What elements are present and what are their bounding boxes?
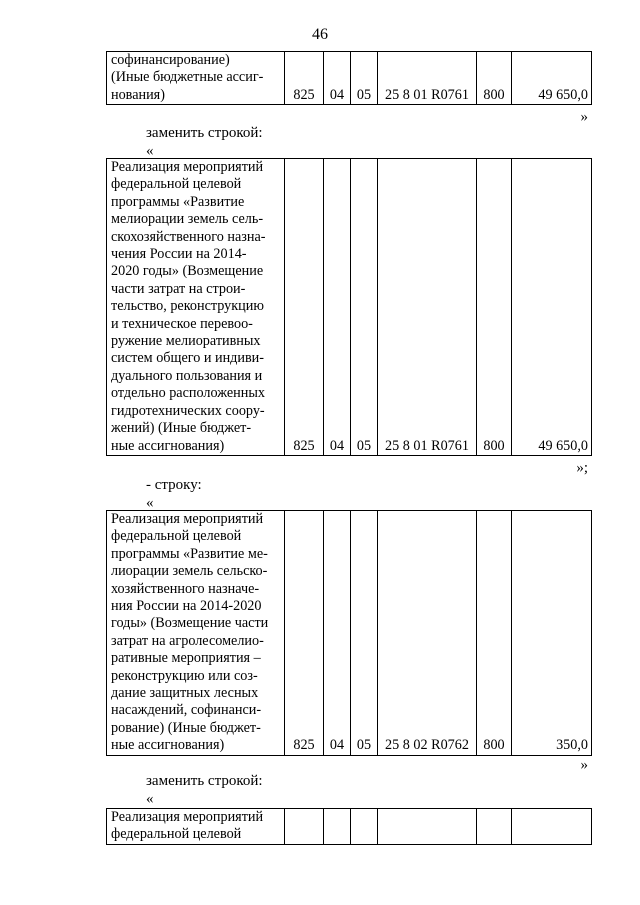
description-line: ративные мероприятия – <box>111 650 261 667</box>
replace-instruction: заменить строкой: <box>146 125 263 141</box>
section-code: 04 <box>324 52 351 105</box>
table-row <box>107 809 592 845</box>
section-code <box>324 809 351 845</box>
description-line: реконструкцию или соз- <box>111 667 258 684</box>
row-description <box>107 511 285 756</box>
description-line: Реализация мероприятий <box>111 511 264 527</box>
description-line: федеральной целевой <box>111 826 242 843</box>
description-line: нования) <box>111 86 165 103</box>
description-line: дуального пользования и <box>111 367 263 384</box>
table-row <box>107 511 592 756</box>
closing-quote: » <box>580 109 588 125</box>
table-row <box>107 52 592 105</box>
section-code: 04 <box>324 511 351 756</box>
ministry-code: 825 <box>285 52 324 105</box>
subsection-code: 05 <box>351 511 378 756</box>
description-line: скохозяйственного назна- <box>111 228 266 245</box>
row-label: - строку: <box>146 477 202 493</box>
amount: 49 650,0 <box>512 52 592 105</box>
description-line: систем общего и индиви- <box>111 350 265 367</box>
description-line: затрат на агролесомелио- <box>111 632 264 649</box>
description-line: жений) (Иные бюджет- <box>111 420 252 437</box>
closing-quote-semicolon: »; <box>576 460 588 476</box>
description-line: Реализация мероприятий <box>111 159 264 175</box>
ministry-code: 825 <box>285 511 324 756</box>
description-line: рование) (Иные бюджет- <box>111 719 261 736</box>
opening-quote: « <box>146 791 154 807</box>
opening-quote: « <box>146 143 154 159</box>
subsection-code: 05 <box>351 52 378 105</box>
replace-instruction: заменить строкой: <box>146 773 263 789</box>
target-article-code: 25 8 01 R0761 <box>378 52 477 105</box>
row-description <box>107 809 285 845</box>
row-description <box>107 52 285 105</box>
description-line: ные ассигнования) <box>111 737 225 754</box>
budget-table-4 <box>106 808 592 845</box>
description-line: чения России на 2014- <box>111 246 247 263</box>
section-code: 04 <box>324 159 351 456</box>
expense-type-code: 800 <box>477 511 512 756</box>
description-line: программы «Развитие ме- <box>111 545 268 562</box>
description-line: части затрат на строи- <box>111 280 246 297</box>
closing-quote: » <box>580 757 588 773</box>
page-number: 46 <box>312 26 328 43</box>
opening-quote: « <box>146 495 154 511</box>
subsection-code: 05 <box>351 159 378 456</box>
description-line: и техническое перевоо- <box>111 315 253 332</box>
subsection-code <box>351 809 378 845</box>
row-description <box>107 159 285 456</box>
description-line: хозяйственного назначе- <box>111 580 260 597</box>
expense-type-code: 800 <box>477 52 512 105</box>
description-line: отдельно расположенных <box>111 385 265 402</box>
table-row <box>107 159 592 456</box>
description-line: ния России на 2014-2020 <box>111 598 262 615</box>
description-line: ные ассигнования) <box>111 437 225 454</box>
budget-table-3 <box>106 510 592 756</box>
description-line: годы» (Возмещение части <box>111 615 269 632</box>
amount: 350,0 <box>512 511 592 756</box>
description-line: Реализация мероприятий <box>111 809 264 825</box>
description-line: гидротехнических соору- <box>111 402 265 419</box>
description-line: (Иные бюджетные ассиг- <box>111 69 264 86</box>
budget-table-1 <box>106 51 592 105</box>
description-line: мелиорации земель сель- <box>111 211 264 228</box>
budget-table-2 <box>106 158 592 456</box>
description-line: программы «Развитие <box>111 193 245 210</box>
description-line: софинансирование) <box>111 52 230 68</box>
ministry-code: 825 <box>285 159 324 456</box>
expense-type-code: 800 <box>477 159 512 456</box>
description-line: федеральной целевой <box>111 176 242 193</box>
target-article-code: 25 8 01 R0761 <box>378 159 477 456</box>
target-article-code: 25 8 02 R0762 <box>378 511 477 756</box>
description-line: федеральной целевой <box>111 528 242 545</box>
description-line: дание защитных лесных <box>111 685 259 702</box>
amount: 49 650,0 <box>512 159 592 456</box>
target-article-code <box>378 809 477 845</box>
expense-type-code <box>477 809 512 845</box>
description-line: лиорации земель сельско- <box>111 563 268 580</box>
description-line: 2020 годы» (Возмещение <box>111 263 264 280</box>
description-line: тельство, реконструкцию <box>111 298 264 315</box>
ministry-code <box>285 809 324 845</box>
amount <box>512 809 592 845</box>
description-line: ружение мелиоративных <box>111 333 261 350</box>
description-line: насаждений, софинанси- <box>111 702 262 719</box>
